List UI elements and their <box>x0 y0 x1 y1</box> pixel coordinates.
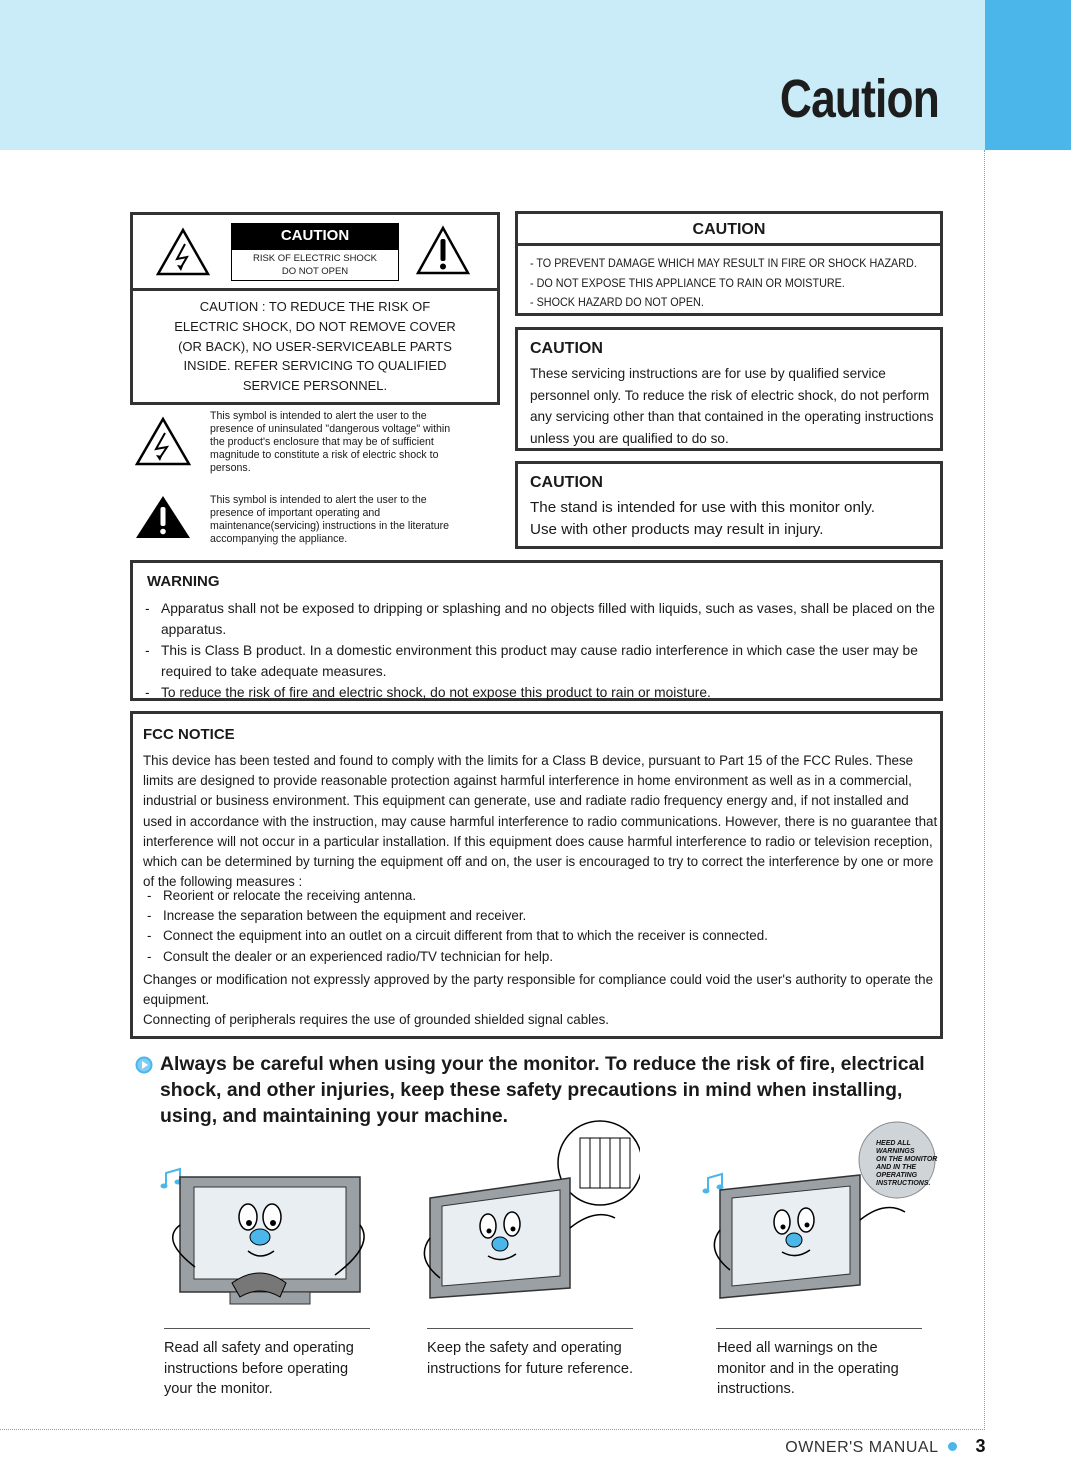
margin-line-vertical <box>984 150 985 1430</box>
header-tab <box>985 0 1071 150</box>
caution-label-row <box>133 215 497 291</box>
caution-label-title: CAUTION <box>231 223 399 249</box>
illustration-caption: Keep the safety and operating instructions for future reference. <box>427 1340 634 1377</box>
fcc-notice-title: FCC NOTICE <box>143 726 235 743</box>
caution-label-body <box>133 297 497 396</box>
lightning-symbol-description: This symbol is intended to alert the user to the presence of uninsulated "dangerous voltage" within the product's enclosure that may be of sufficient magnitude to constitute a risk of electric shock to persons. <box>210 410 451 474</box>
caution-label-box <box>130 212 500 405</box>
monitor-reading-illustration <box>160 1165 375 1315</box>
caution-line: - DO NOT EXPOSE THIS APPLIANCE TO RAIN OR MOISTURE. <box>530 275 845 290</box>
fcc-measure-text: Increase the separation between the equipment and receiver. <box>163 908 527 924</box>
warning-item-text: To reduce the risk of fire and electric shock, do not expose this product to rain or moisture. <box>161 685 711 700</box>
svg-text:OPERATING: OPERATING <box>876 1172 918 1179</box>
caution-stand-line: The stand is intended for use with this monitor only. <box>530 499 875 516</box>
caution-body-line: ELECTRIC SHOCK, DO NOT REMOVE COVER <box>174 318 456 334</box>
fcc-paragraph: This device has been tested and found to comply with the limits for a Class B device, pursuant to Part 15 of the FCC Rules. These limits are designed to provide reasonable protection against harmful interference in home environment as well as in a commercial, industrial or business environment. This equipment can generate, use and radiate radio frequency energy and, if not installed and used in accordance with the instruction, may cause harmful interference to radio communications. However, there is no guarantee that interference will not occur in a particular installation. If this equipment does cause harmful interference to radio or television reception, which can be determined by turning the equipment off and on, the user is encouraged to try to correct the interference by one or more of the following measures : <box>143 753 938 890</box>
fcc-measure-text: Connect the equipment into an outlet on a circuit different from that to which the receiver is connected. <box>163 928 768 944</box>
fcc-measure-item: - Reorient or relocate the receiving antenna. <box>147 888 417 903</box>
svg-text:INSTRUCTIONS.: INSTRUCTIONS. <box>876 1180 931 1187</box>
footer-dot-icon <box>948 1442 957 1451</box>
caption-divider <box>716 1328 922 1329</box>
caution-fire-shock-box <box>515 211 943 316</box>
caution-stand-title: CAUTION <box>530 474 603 491</box>
warning-item: - This is Class B product. In a domestic environment this product may cause radio interference in which case the user may be required to take adequate measures. <box>145 643 918 679</box>
fcc-paragraph: Connecting of peripherals requires the use of grounded shielded signal cables. <box>143 1012 609 1027</box>
warning-item-text: This is Class B product. In a domestic environment this product may cause radio interference in which case the user may be required to take adequate measures. <box>161 643 918 679</box>
lightning-triangle-icon <box>155 227 211 277</box>
caution-fire-shock-title: CAUTION <box>518 214 940 246</box>
caution-line: - SHOCK HAZARD DO NOT OPEN. <box>530 295 704 309</box>
fcc-measures-list <box>147 886 927 967</box>
warning-title: WARNING <box>147 573 220 590</box>
caption-divider <box>427 1328 633 1329</box>
page-number: 3 <box>975 1436 986 1456</box>
margin-line-horizontal <box>0 1429 985 1430</box>
caution-stand-text <box>530 497 942 541</box>
caution-label-subtitle <box>231 249 399 281</box>
warning-item: - To reduce the risk of fire and electric shock, do not expose this product to rain or moisture. <box>145 685 711 700</box>
page-footer <box>785 1436 986 1457</box>
warning-item-text: Apparatus shall not be exposed to dripping or splashing and no objects filled with liquids, such as vases, shall be placed on the apparatus. <box>161 601 935 637</box>
fcc-measure-text: Consult the dealer or an experienced radio/TV technician for help. <box>163 948 554 964</box>
svg-text:AND IN THE: AND IN THE <box>876 1164 917 1171</box>
warning-box <box>130 560 943 701</box>
books-icon <box>580 1138 630 1188</box>
svg-text:HEED ALL: HEED ALL <box>876 1140 911 1147</box>
caption-divider <box>164 1328 370 1329</box>
caution-body-line: (OR BACK), NO USER-SERVICEABLE PARTS <box>178 338 452 354</box>
caution-label-subtitle-line: RISK OF ELECTRIC SHOCK <box>252 253 378 264</box>
caution-line: - TO PREVENT DAMAGE WHICH MAY RESULT IN FIRE OR SHOCK HAZARD. <box>530 256 917 270</box>
illustration-caption: Read all safety and operating instructions before operating your the monitor. <box>164 1340 354 1397</box>
monitor-storing-manual-illustration <box>420 1118 640 1313</box>
exclamation-triangle-icon <box>134 494 192 540</box>
caution-body-line: CAUTION : TO REDUCE THE RISK OF <box>199 299 431 314</box>
caution-label-subtitle-line: DO NOT OPEN <box>281 266 349 277</box>
safety-callout: Always be careful when using your the monitor. To reduce the risk of fire, electrical shock, and other injuries, keep these safety precautions in mind when installing, using, and maintaining your machine. <box>160 1053 925 1127</box>
warning-item: - Apparatus shall not be exposed to dripping or splashing and no objects filled with liquids, such as vases, shall be placed on the apparatus. <box>145 601 935 637</box>
caution-fire-shock-lines <box>530 254 917 313</box>
footer-label: OWNER'S MANUAL <box>785 1439 939 1456</box>
illustration-caption: Heed all warnings on the monitor and in the operating instructions. <box>717 1340 899 1397</box>
exclamation-triangle-icon <box>415 225 471 277</box>
caution-servicing-box <box>515 327 943 451</box>
warning-list <box>145 598 935 703</box>
fcc-measure-item: - Consult the dealer or an experienced radio/TV technician for help. <box>147 948 554 964</box>
caution-stand-line: Use with other products may result in injury. <box>530 521 824 538</box>
caution-body-line: INSIDE. REFER SERVICING TO QUALIFIED <box>183 358 447 374</box>
play-bullet-icon <box>135 1056 153 1074</box>
fcc-paragraph: Changes or modification not expressly approved by the party responsible for compliance could void the user's authority to operate the equipment. <box>143 972 934 1008</box>
fcc-notice-box <box>130 711 943 1039</box>
svg-text:WARNINGS: WARNINGS <box>876 1148 915 1155</box>
page-title: Caution <box>779 69 939 129</box>
music-note-icon <box>161 1169 182 1189</box>
fcc-measure-item: - Connect the equipment into an outlet on a circuit different from that to which the receiver is connected. <box>147 928 768 944</box>
lightning-triangle-icon <box>134 416 192 468</box>
svg-text:ON THE MONITOR: ON THE MONITOR <box>876 1156 938 1163</box>
caution-servicing-title: CAUTION <box>530 340 603 357</box>
fcc-measure-item: - Increase the separation between the equipment and receiver. <box>147 908 527 924</box>
fcc-measure-text: Reorient or relocate the receiving antenna. <box>163 888 417 903</box>
caution-stand-box <box>515 461 943 549</box>
exclamation-symbol-description: This symbol is intended to alert the user to the presence of important operating and maintenance(servicing) instructions in the literature accompanying the appliance. <box>210 494 450 545</box>
caution-body-line: SERVICE PERSONNEL. <box>242 378 388 394</box>
monitor-heeding-warnings-illustration <box>700 1120 940 1315</box>
caution-servicing-text: These servicing instructions are for use by qualified service personnel only. To reduce the risk of electric shock, do not perform any servicing other than that contained in the operating instructions unless you are qualified to do so. <box>530 366 934 446</box>
